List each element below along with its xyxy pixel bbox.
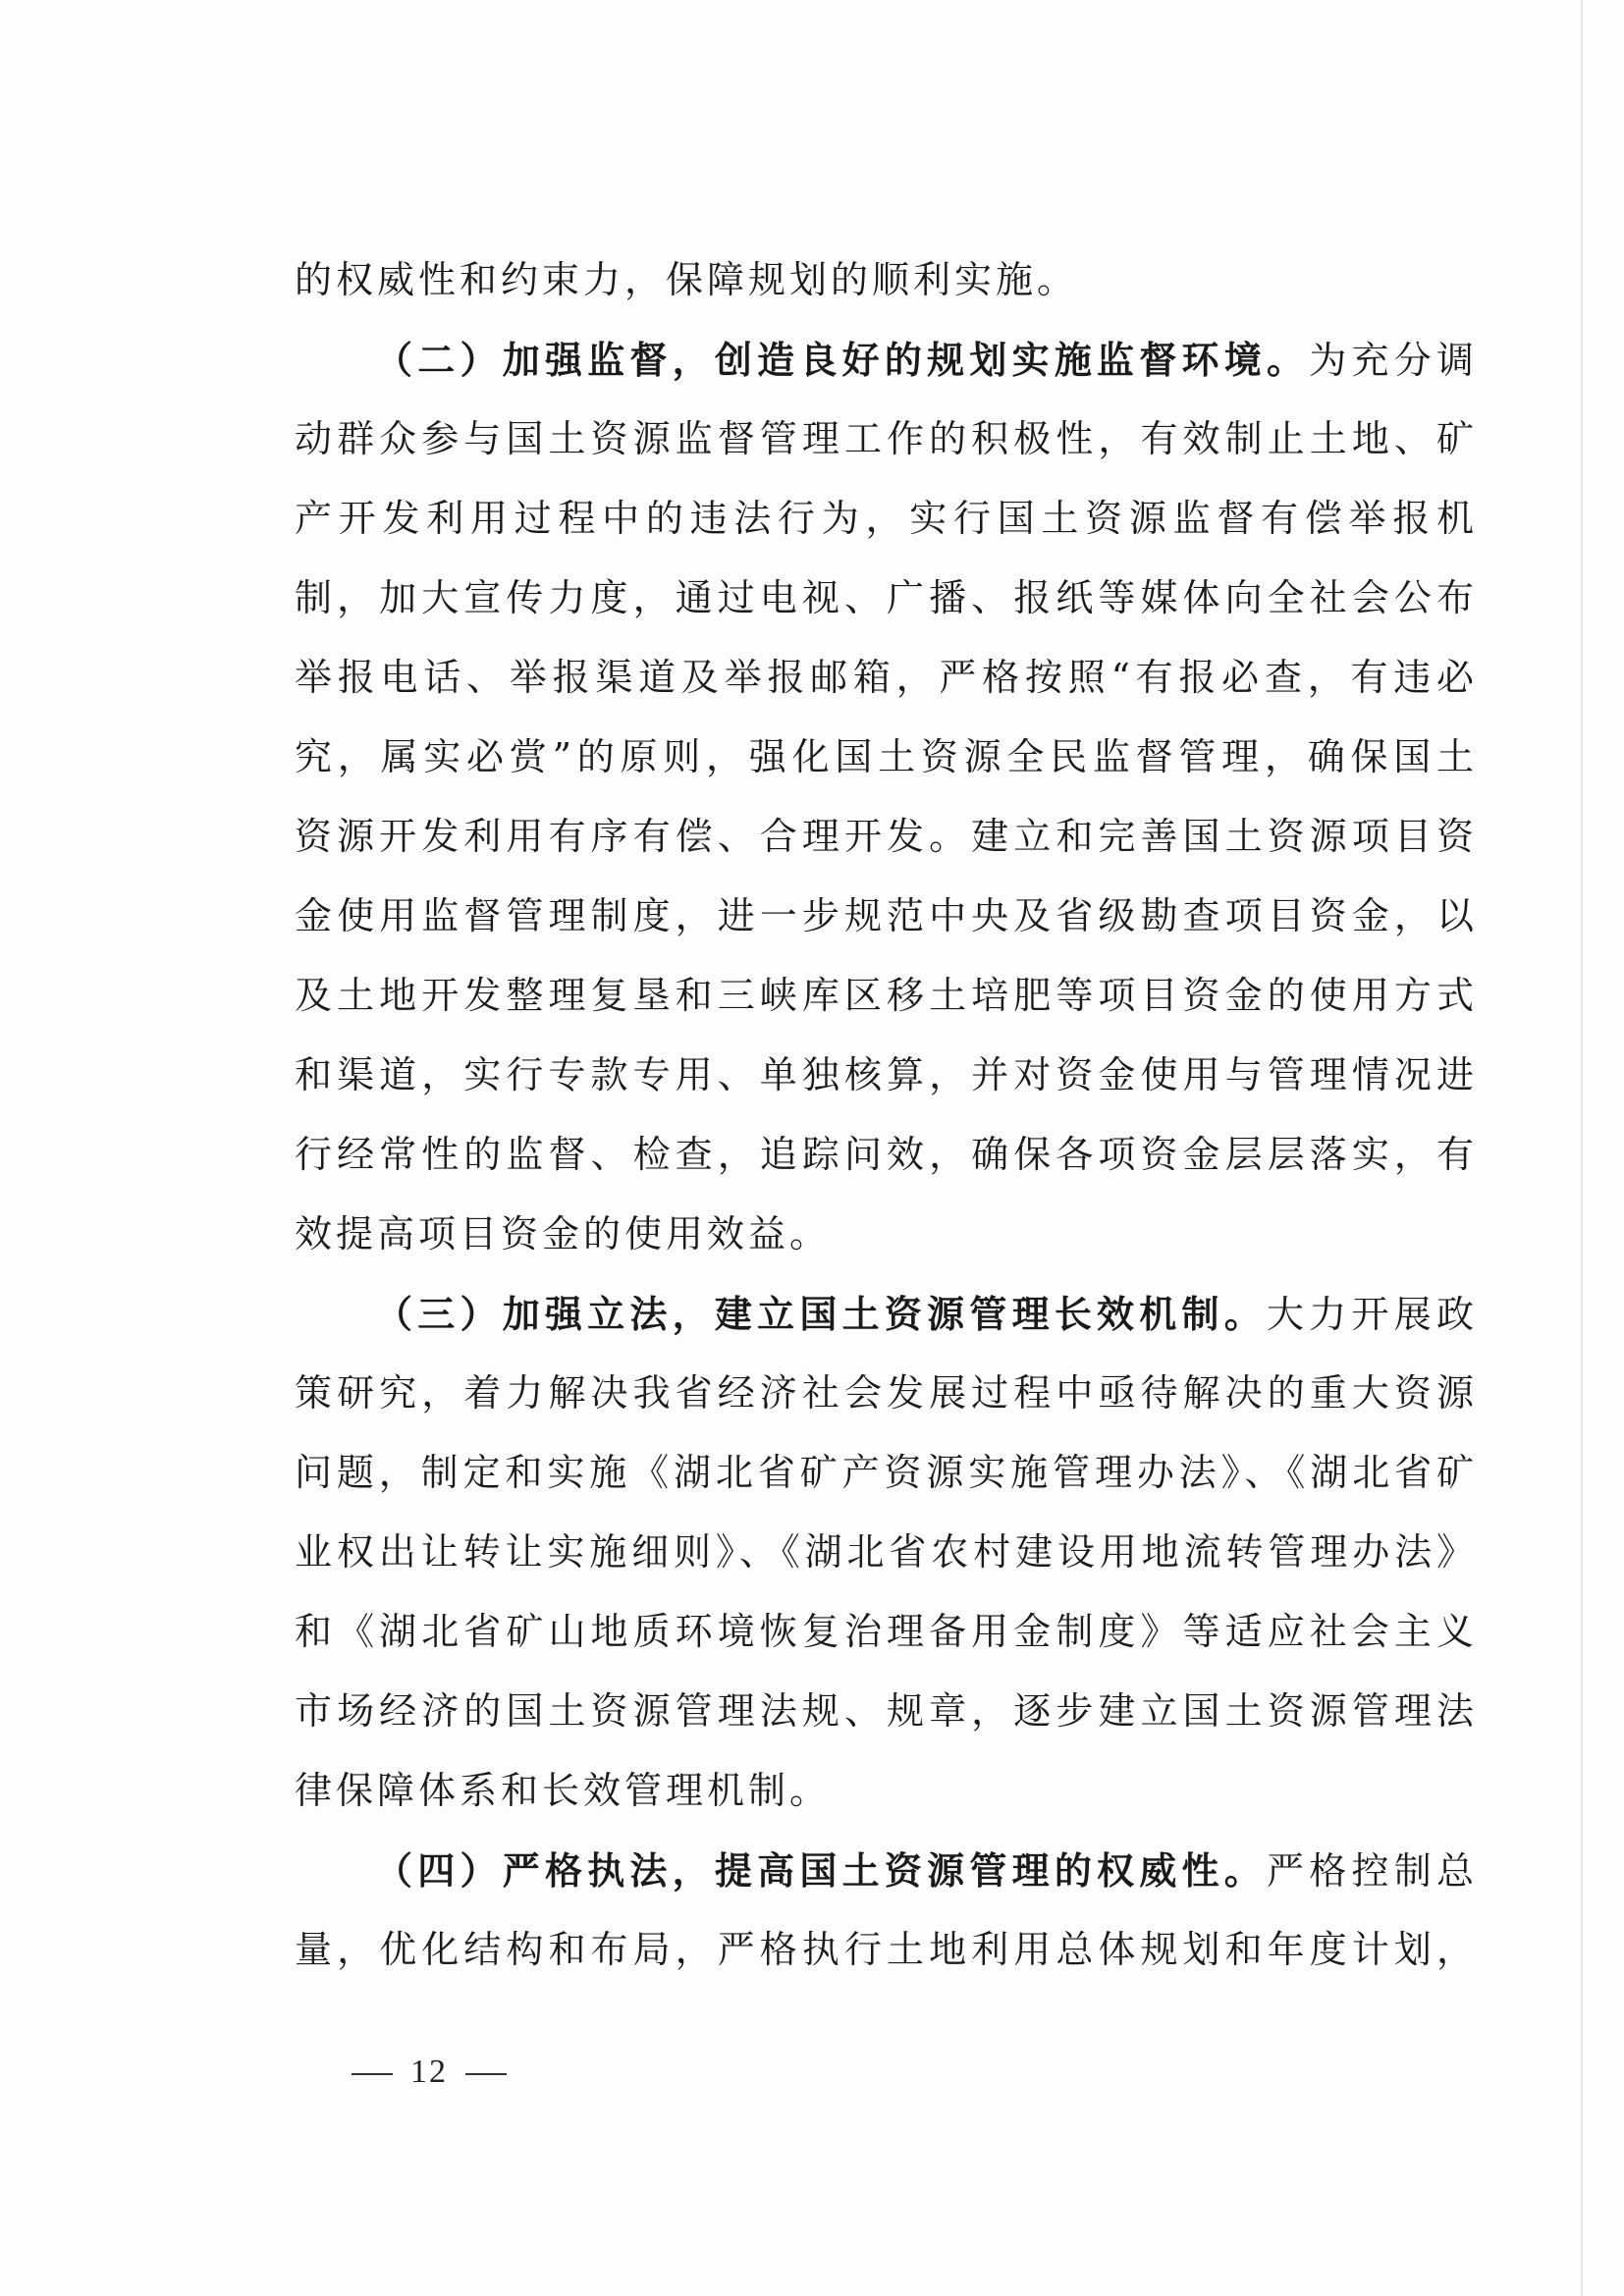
scan-edge-line [1581,0,1583,2296]
section-heading: （二）加强监督，创造良好的规划实施监督环境。 [375,338,1310,382]
text-line: 制，加大宣传力度，通过电视、广播、报纸等媒体向全社会公布 [295,576,1478,619]
text-line: 行经常性的监督、检查，追踪问效，确保各项资金层层落实，有 [295,1133,1478,1176]
text-line: 及土地开发整理复垦和三峡库区移土培肥等项目资金的使用方式 [295,974,1478,1017]
text-line: 效提高项目资金的使用效益。 [295,1212,832,1255]
text-line: 量，优化结构和布局，严格执行土地利用总体规划和年度计划， [295,1928,1478,1971]
text-run: 大力开展政 [1267,1293,1478,1336]
page-number-dash-left [352,2073,393,2075]
body-text [295,240,1478,1990]
text-line: 策研究，着力解决我省经济社会发展过程中亟待解决的重大资源 [295,1371,1478,1415]
text-line: 资源开发利用有序有偿、合理开发。建立和完善国土资源项目资 [295,815,1478,858]
text-line: 举报电话、举报渠道及举报邮箱，严格按照“有报必查，有违必 [295,656,1478,699]
page-number-dash-right [465,2073,507,2075]
text-line: 产开发利用过程中的违法行为，实行国土资源监督有偿举报机 [295,497,1478,540]
paragraph-first-line [295,1831,1478,1910]
section-heading: （四）严格执法，提高国土资源管理的权威性。 [375,1848,1268,1893]
paragraph-first-line [295,320,1478,400]
text-line: 的权威性和约束力，保障规划的顺利实施。 [295,258,1079,301]
text-line: 动群众参与国土资源监督管理工作的积极性，有效制止土地、矿 [295,417,1478,460]
text-line: 律保障体系和长效管理机制。 [295,1769,832,1812]
section-heading: （三）加强立法，建立国土资源管理长效机制。 [375,1292,1268,1336]
paragraph-first-line [295,1274,1478,1354]
text-line: 金使用监督管理制度，进一步规范中央及省级勘查项目资金，以 [295,894,1478,937]
text-line: 业权出让转让实施细则》、《湖北省农村建设用地流转管理办法》 [295,1530,1478,1574]
text-line: 和渠道，实行专款专用、单独核算，并对资金使用与管理情况进 [295,1053,1478,1096]
text-line: 和《湖北省矿山地质环境恢复治理备用金制度》等适应社会主义 [295,1610,1478,1653]
page-number: 12 [410,2054,448,2090]
page-number-footer [334,2054,524,2091]
text-line: 问题，制定和实施《湖北省矿产资源实施管理办法》、《湖北省矿 [295,1451,1478,1494]
text-run: 严格控制总 [1267,1849,1478,1893]
text-run: 为充分调 [1309,339,1478,382]
text-line: 市场经济的国土资源管理法规、规章，逐步建立国土资源管理法 [295,1689,1478,1733]
text-line: 究，属实必赏”的原则，强化国土资源全民监督管理，确保国土 [295,735,1478,778]
